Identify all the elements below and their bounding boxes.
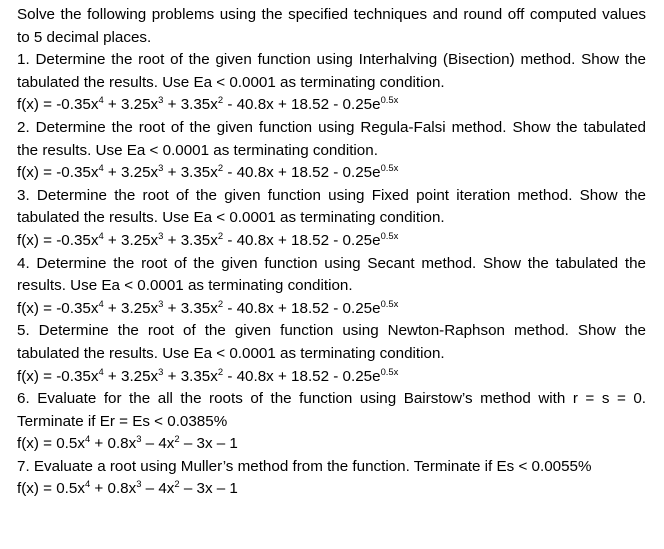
problem-5: [17, 320, 646, 388]
function-formula: $f(x) = -0.35x^4 + 3.25x^3 + 3.35x^2 - 40.8x + 18.52 - 0.25e^{0.5x}$: [17, 297, 399, 317]
problem-statement: 7. Evaluate a root using Muller’s method from the function. Terminate if Es < 0.0055%: [17, 457, 592, 475]
problem-1: [17, 49, 646, 117]
function-formula: $f(x) = -0.35x^4 + 3.25x^3 + 3.35x^2 - 40.8x + 18.52 - 0.25e^{0.5x}$: [17, 162, 399, 182]
function-formula: $f(x) = 0.5x^4 + 0.8x^3 - 4x^2 - 3x - 1$: [17, 478, 238, 498]
function-formula: $f(x) = -0.35x^4 + 3.25x^3 + 3.35x^2 - 40.8x + 18.52 - 0.25e^{0.5x}$: [17, 230, 399, 249]
intro-text: Solve the following problems using the specified techniques and round off computed values to 5 decimal places.: [17, 6, 646, 46]
problem-3: [17, 185, 646, 253]
problem-statement: 4. Determine the root of the given function using Secant method. Show the tabulated the results. Use Ea < 0.0001 as terminating condition.: [17, 254, 646, 295]
problem-6: [17, 388, 646, 456]
problem-statement: 1. Determine the root of the given function using Interhalving (Bisection) method. Show the tabulated the results. Use Ea < 0.0001 as terminating condition.: [17, 51, 646, 91]
function-formula: $f(x) = 0.5x^4 + 0.8x^3 - 4x^2 - 3x - 1$: [17, 433, 238, 453]
problem-statement: 5. Determine the root of the given function using Newton-Raphson method. Show the tabulated the results. Use Ea < 0.0001 as terminating condition.: [17, 322, 646, 362]
function-formula: $f(x) = -0.35x^4 + 3.25x^3 + 3.35x^2 - 40.8x + 18.52 - 0.25e^{0.5x}$: [17, 94, 399, 114]
function-formula: $f(x) = -0.35x^4 + 3.25x^3 + 3.35x^2 - 40.8x + 18.52 - 0.25e^{0.5x}$: [17, 365, 399, 385]
problem-4: [17, 253, 646, 321]
problem-statement: 6. Evaluate for the all the roots of the function using Bairstow’s method with r = s = 0. Terminate if Er = Es < 0.0385%: [17, 390, 646, 430]
problem-2: [17, 117, 646, 185]
problem-statement: 2. Determine the root of the given function using Regula-Falsi method. Show the tabulated the results. Use Ea < 0.0001 as terminating condition.: [17, 118, 646, 159]
problem-statement: 3. Determine the root of the given function using Fixed point iteration method. Show the tabulated the results. Use Ea < 0.0001 as terminating condition.: [17, 186, 646, 227]
problem-7: [17, 456, 646, 501]
